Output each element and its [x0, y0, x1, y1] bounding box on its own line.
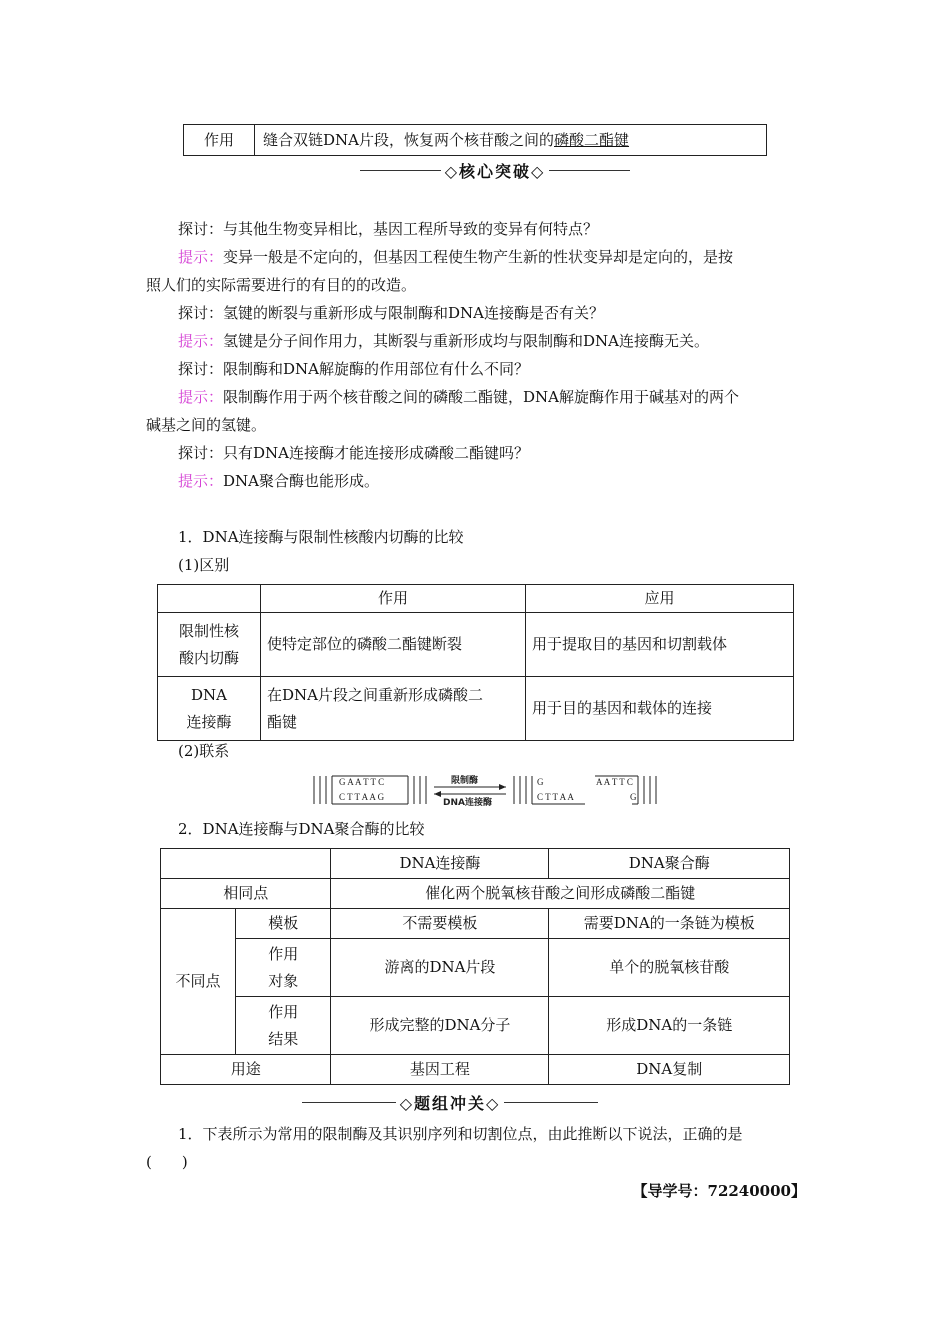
row-name-line: 酸内切酶 — [178, 648, 239, 667]
table-cell-effect — [261, 677, 526, 741]
section2-title: 2．DNA连接酶与DNA聚合酶的比较 — [178, 820, 425, 838]
question-text: 1．下表所示为常用的限制酶及其识别序列和切割位点，由此推断以下说法，正确的是 — [178, 1125, 743, 1143]
hint-text: 变异一般是不定向的，但基因工程使生物产生新的性状变异却是定向的，是按 — [223, 248, 734, 266]
banner-title: ◇核心突破◇ — [444, 161, 546, 181]
cell-line: 在DNA片段之间重新形成磷酸二 — [267, 685, 483, 704]
table-cell-effect: 使特定部位的磷酸二酯键断裂 — [261, 613, 526, 677]
cell-line: 作用 — [268, 1002, 299, 1021]
table-object-b: 单个的脱氧核苷酸 — [549, 939, 790, 997]
diagram-frag1-top: G — [537, 777, 544, 787]
question-answer-blank: ( ) — [146, 1153, 188, 1171]
top-enzyme-table — [183, 124, 767, 156]
dna-cut-ligate-diagram — [310, 770, 670, 808]
table-header-empty — [158, 585, 261, 613]
table-object-label — [236, 939, 331, 997]
row-name-line: 连接酶 — [186, 712, 232, 731]
discussion-hint — [146, 330, 811, 352]
table-result-b: 形成DNA的一条链 — [549, 997, 790, 1055]
table-header-ligase: DNA连接酶 — [331, 849, 549, 879]
table-use-label: 用途 — [161, 1055, 331, 1085]
table-row-name — [158, 677, 261, 741]
discussion-question: 探讨：氢键的断裂与重新形成与限制酶和DNA连接酶是否有关？ — [178, 304, 604, 322]
table-cell-use: 用于提取目的基因和切割载体 — [526, 613, 794, 677]
section1-sub1: (1)区别 — [178, 556, 230, 574]
table-header-effect: 作用 — [261, 585, 526, 613]
discussion-hint — [146, 470, 811, 492]
table-header-polymerase: DNA聚合酶 — [549, 849, 790, 879]
table-object-a: 游离的DNA片段 — [331, 939, 549, 997]
banner-title: ◇题组冲关◇ — [399, 1093, 501, 1113]
table-diff-label: 不同点 — [161, 909, 236, 1055]
cell-line: 酯键 — [267, 712, 298, 731]
top-table-content-text: 缝合双链DNA片段，恢复两个核苷酸之间的 — [263, 131, 554, 149]
cell-line: 结果 — [268, 1029, 299, 1048]
cell-line: 对象 — [268, 971, 299, 990]
discussion-hint — [146, 246, 811, 268]
hint-text: 氢键是分子间作用力，其断裂与重新形成均与限制酶和DNA连接酶无关。 — [223, 332, 710, 350]
hint-label: 提示： — [178, 472, 224, 490]
table-cell-use: 用于目的基因和载体的连接 — [526, 677, 794, 741]
hint-text: 限制酶作用于两个核苷酸之间的磷酸二酯键，DNA解旋酶作用于碱基对的两个 — [223, 388, 740, 406]
table-result-a: 形成完整的DNA分子 — [331, 997, 549, 1055]
diagram-frag2-bottom: G — [630, 792, 637, 802]
row-name-line: DNA — [191, 685, 227, 704]
banner-rule-right — [504, 1102, 598, 1103]
table-result-label — [236, 997, 331, 1055]
discussion-hint-cont: 照人们的实际需要进行的有目的的改造。 — [146, 276, 417, 294]
table-use-a: 基因工程 — [331, 1055, 549, 1085]
table-template-b: 需要DNA的一条链为模板 — [549, 909, 790, 939]
guide-number: 【导学号：72240000】 — [632, 1182, 806, 1200]
cell-line: 作用 — [268, 944, 299, 963]
banner-rule-right — [549, 170, 630, 171]
table-same-label: 相同点 — [161, 879, 331, 909]
discussion-question: 探讨：只有DNA连接酶才能连接形成磷酸二酯键吗？ — [178, 444, 529, 462]
top-table-label: 作用 — [184, 125, 255, 156]
table-corner-empty — [161, 849, 331, 879]
section1-sub2: (2)联系 — [178, 742, 230, 760]
ligase-polymerase-table — [160, 848, 790, 1085]
table-row-name — [158, 613, 261, 677]
table-same-value: 催化两个脱氧核苷酸之间形成磷酸二酯键 — [331, 879, 790, 909]
top-table-underlined-term: 磷酸二酯键 — [554, 131, 630, 149]
top-table-content — [255, 125, 767, 156]
diagram-seq-top: G A A T T C — [339, 777, 385, 787]
discussion-hint — [146, 386, 811, 408]
hint-label: 提示： — [178, 332, 224, 350]
diagram-arrow-restriction: 限制酶 — [451, 776, 479, 786]
banner-rule-left — [302, 1102, 396, 1103]
table-template-label: 模板 — [236, 909, 331, 939]
hint-label: 提示： — [178, 248, 224, 266]
table-use-b: DNA复制 — [549, 1055, 790, 1085]
row-name-line: 限制性核 — [178, 621, 239, 640]
diagram-frag2-top: A A T T C — [596, 777, 633, 787]
enzyme-difference-table — [157, 584, 794, 741]
discussion-hint-cont: 碱基之间的氢键。 — [146, 416, 267, 434]
discussion-question: 探讨：与其他生物变异相比，基因工程所导致的变异有何特点？ — [178, 220, 599, 238]
diagram-arrow-ligase: DNA连接酶 — [443, 798, 492, 808]
diagram-frag1-bottom: C T T A A — [537, 792, 574, 802]
section-banner-practice — [302, 1090, 598, 1114]
banner-rule-left — [360, 170, 441, 171]
section1-title: 1．DNA连接酶与限制性核酸内切酶的比较 — [178, 528, 464, 546]
diagram-seq-bottom: C T T A A G — [339, 792, 385, 802]
hint-text: DNA聚合酶也能形成。 — [223, 472, 380, 490]
section-banner-core — [360, 158, 630, 182]
discussion-question: 探讨：限制酶和DNA解旋酶的作用部位有什么不同？ — [178, 360, 529, 378]
table-header-use: 应用 — [526, 585, 794, 613]
hint-label: 提示： — [178, 388, 224, 406]
table-template-a: 不需要模板 — [331, 909, 549, 939]
